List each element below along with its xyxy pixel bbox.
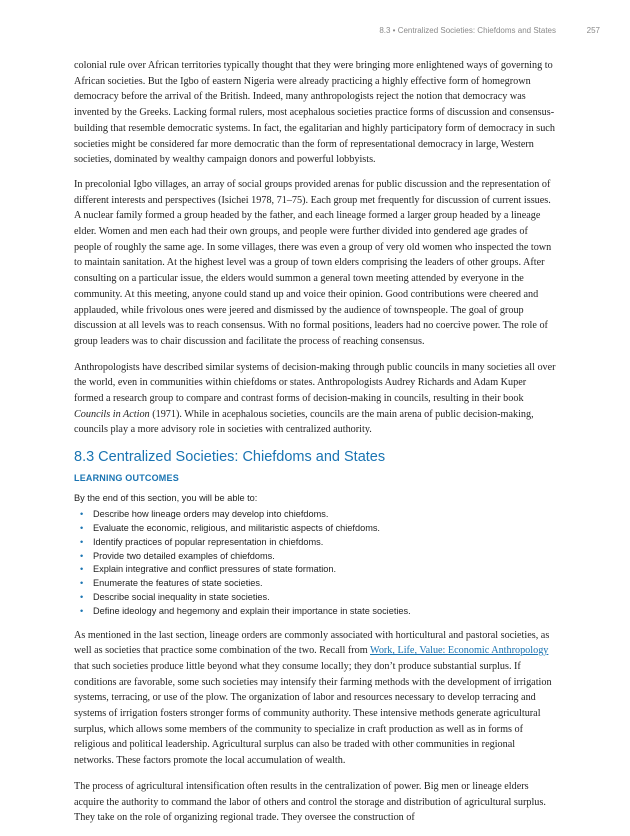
paragraph-4-text-start: As mentioned in the last section, lineage orders are commonly associated with horticultural and pastoral societies, as well as societies that practice some combination of the two. Recall from: [74, 629, 550, 657]
learning-outcome-item: [74, 536, 556, 550]
paragraph-3-text-start: Anthropologists have described similar systems of decision-making through public councils in many societies all over the world, even in communities within chiefdoms or states. Anthropologists Audrey Richards and Adam Kuper formed a research group to compare and contrast forms of decision-making in councils, resulting in their book: [74, 361, 556, 405]
learning-outcomes-intro: By the end of this section, you will be able to:: [74, 493, 258, 504]
bullet-icon: •: [80, 564, 84, 575]
learning-outcome-item: [74, 591, 556, 605]
learning-outcome-text: Provide two detailed examples of chiefdoms.: [93, 550, 275, 561]
learning-outcome-item: [74, 605, 556, 619]
learning-outcome-item: [74, 508, 556, 522]
learning-outcome-text: Enumerate the features of state societies.: [93, 578, 263, 589]
book-title-councils-in-action: Councils in Action: [74, 408, 150, 420]
learning-outcome-text: Identify practices of popular representation in chiefdoms.: [93, 536, 324, 547]
learning-outcome-text: Explain integrative and conflict pressures of state formation.: [93, 564, 337, 575]
learning-outcome-item: [74, 522, 556, 536]
paragraph-4-text-end: that such societies produce little beyond what they consume locally; they don’t produce substantial surplus. If conditions are favorable, some such societies may intensify their farming methods with the development of irrigation systems, terracing, or use of the plow. The organization of labor and resources necessary to develop terracing and systems of irrigation fosters stronger forms of community authority. These intensive methods generate agricultural surplus, which allows some members of the community to specialize in craft production as well as in forms of religious and political leadership. Agricultural surplus can also be traded with other communities in regional networks. These factors promote the local accumulation of wealth.: [74, 660, 552, 767]
learning-outcome-text: Define ideology and hegemony and explain their importance in state societies.: [93, 605, 411, 616]
learning-outcomes-list: [74, 508, 556, 618]
paragraph-3: [74, 360, 556, 439]
learning-outcome-text: Evaluate the economic, religious, and militaristic aspects of chiefdoms.: [93, 522, 380, 533]
bullet-icon: •: [80, 536, 84, 547]
running-header: [0, 26, 630, 38]
learning-outcome-text: Describe social inequality in state societies.: [93, 591, 270, 602]
learning-outcome-item: [74, 550, 556, 564]
section-heading: 8.3 Centralized Societies: Chiefdoms and States: [74, 449, 386, 466]
paragraph-3-text-end: (1971). While in acephalous societies, councils are the main arena of public decision-making, councils play a more advisory role in societies with centralized authority.: [74, 408, 534, 436]
bullet-icon: •: [80, 591, 84, 602]
bullet-icon: •: [80, 509, 84, 520]
economic-anthropology-link[interactable]: Work, Life, Value: Economic Anthropology: [370, 645, 549, 657]
bullet-icon: •: [80, 578, 84, 589]
paragraph-5: The process of agricultural intensification often results in the centralization of power. Big men or lineage elders acquire the authority to command the labor of others and control the storage and distribution of agricultural surplus. They take on the role of organizing regional trade. They oversee the construction of: [74, 780, 546, 824]
learning-outcomes-heading: LEARNING OUTCOMES: [74, 473, 179, 484]
bullet-icon: •: [80, 550, 84, 561]
paragraph-4: [74, 628, 556, 769]
paragraph-1: colonial rule over African territories typically thought that they were bringing more enlightened ways of governing to African societies. But the Igbo of eastern Nigeria were already practicing a highly effective form of homegrown democracy before the arrival of the British. Indeed, many anthropologists reject the notion that democracy was invented by the Greeks. Lacking formal rulers, most acephalous societies practice forms of discussion and consensus-building that resemble democratic systems. In fact, the egalitarian and highly participatory form of democracy in such societies might be considered far more democratic than the form of representational democracy in large, Western societies, dominated by wealthy campaign donors and powerful lobbyists.: [74, 60, 555, 166]
bullet-icon: •: [80, 605, 84, 616]
learning-outcome-text: Describe how lineage orders may develop into chiefdoms.: [93, 509, 329, 520]
learning-outcome-item: [74, 563, 556, 577]
learning-outcome-item: [74, 577, 556, 591]
paragraph-2: In precolonial Igbo villages, an array of social groups provided arenas for public discussion and the representation of different interests and perspectives (Isichei 1978, 71–75). Each group met frequently for discussion of current issues. A nuclear family formed a group headed by the father, and each lineage formed a larger group headed by a lineage elder. Women and men each had their own groups, and people were further divided into gendered age grades of people of roughly the same age. In some villages, there was even a group of very old women who inspected the town to maintain sanitation. At the highest level was a group of town elders comprising the leaders of other groups. After consulting on a particular issue, the elders would summon a general town meeting attended by everyone in the community. At this meeting, anyone could stand up and voice their opinion. Good contributions were cheered and applauded, while frivolous ones were jeered and dismissed by the audience of townspeople. The goal of group discussion at all levels was to reach consensus. With no formal positions, leaders had no coercive power. The role of group leaders was to chair discussion and facilitate the process of reaching consensus.: [74, 178, 552, 347]
page-content: [74, 58, 556, 836]
bullet-icon: •: [80, 522, 84, 533]
page-number: 257: [586, 26, 600, 35]
running-header-title: 8.3 • Centralized Societies: Chiefdoms and States: [379, 26, 556, 35]
